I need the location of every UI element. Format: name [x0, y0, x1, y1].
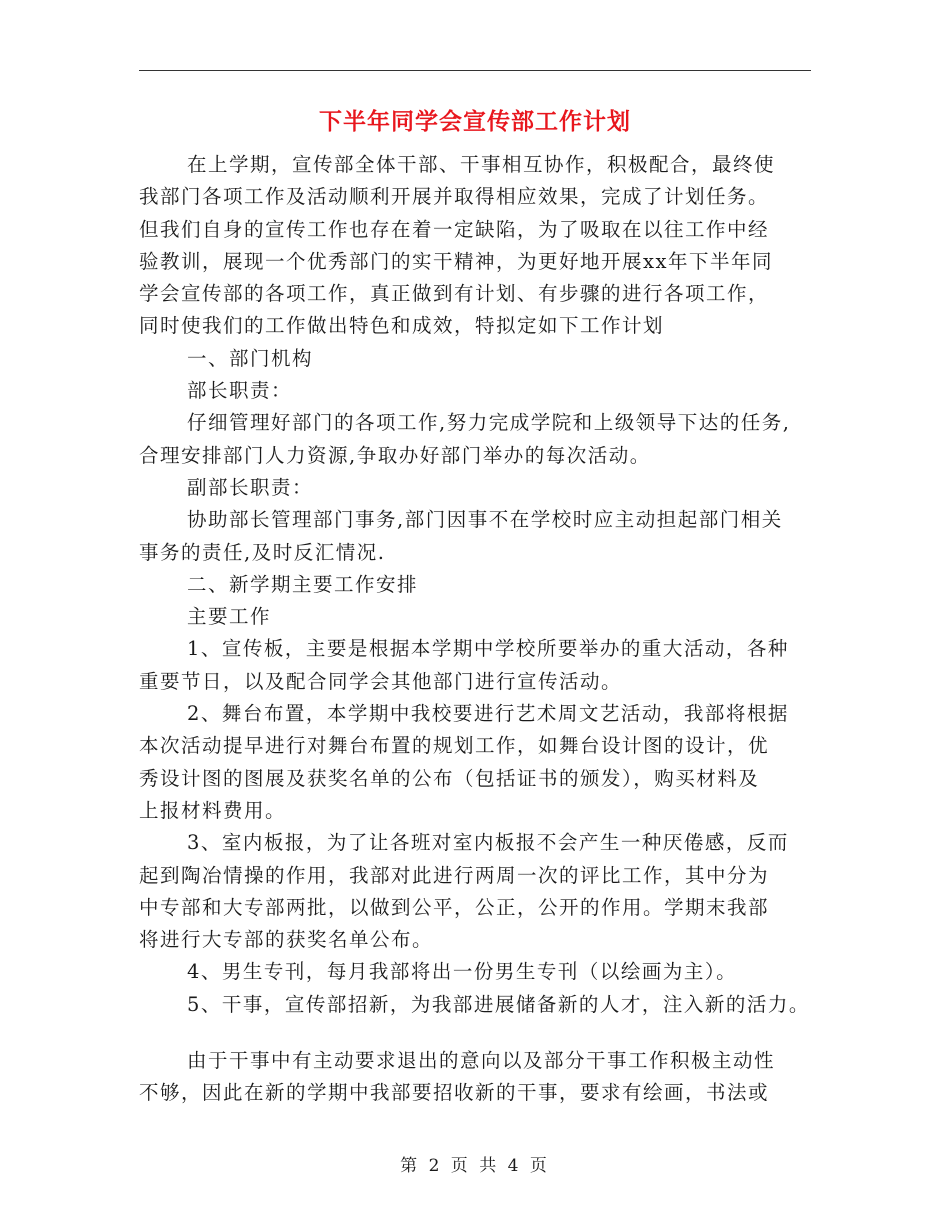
text-line: 在上学期，宣传部全体干部、干事相互协作，积极配合，最终使 [187, 153, 776, 176]
text-line: 验教训，展现一个优秀部门的实干精神，为更好地开展xx年下半年同 [139, 249, 773, 273]
text-line: 事务的责任,及时反汇情况. [139, 540, 386, 564]
text-line: 我部门各项工作及活动顺利开展并取得相应效果，完成了计划任务。 [139, 185, 770, 209]
footer-prefix: 第 [400, 1156, 421, 1176]
text-line: 秀设计图的图展及获奖名单的公布（包括证书的颁发），购买材料及 [139, 766, 760, 790]
text-line: 不够，因此在新的学期中我部要招收新的干事，要求有绘画，书法或 [139, 1081, 770, 1105]
text-line: 二、新学期主要工作安排 [187, 572, 419, 596]
text-line: 一、部门机构 [187, 346, 314, 370]
text-line: 部长职责： [187, 379, 293, 403]
footer-suffix: 页 [529, 1156, 550, 1176]
text-line: 合理安排部门人力资源,争取办好部门举办的每次活动。 [139, 443, 651, 467]
text-line: 2、舞台布置，本学期中我校要进行艺术周文艺活动，我部将根据 [187, 702, 789, 726]
body-section-continued [139, 1045, 829, 1110]
text-line: 5、干事，宣传部招新，为我部进展储备新的人才，注入新的活力。 [187, 992, 810, 1016]
text-line: 上报材料费用。 [139, 798, 287, 822]
text-line: 将进行大专部的获奖名单公布。 [139, 928, 434, 952]
text-line: 仔细管理好部门的各项工作,努力完成学院和上级领导下达的任务, [187, 411, 791, 435]
text-line: 主要工作 [187, 605, 272, 629]
header-rule [139, 70, 811, 71]
text-line: 3、室内板报，为了让各班对室内板报不会产生一种厌倦感，反而 [187, 831, 789, 855]
text-line: 中专部和大专部两批，以做到公平，公正，公开的作用。学期末我部 [139, 895, 770, 919]
text-line: 同时使我们的工作做出特色和成效，特拟定如下工作计划 [139, 314, 665, 338]
text-line: 副部长职责： [187, 475, 314, 499]
text-line: 协助部长管理部门事务,部门因事不在学校时应主动担起部门相关 [187, 508, 783, 532]
page-footer [0, 1154, 950, 1178]
footer-current-page: 2 [428, 1156, 443, 1176]
text-line: 但我们自身的宣传工作也存在着一定缺陷，为了吸取在以往工作中经 [139, 217, 770, 241]
body-section-main [139, 149, 829, 1021]
document-body [139, 149, 829, 1110]
paragraph-gap [139, 1021, 829, 1045]
text-line: 起到陶冶情操的作用，我部对此进行两周一次的评比工作，其中分为 [139, 863, 770, 887]
text-line: 4、男生专刊，每月我部将出一份男生专刊（以绘画为主）。 [187, 960, 738, 984]
text-line: 1、宣传板，主要是根据本学期中学校所要举办的重大活动，各种 [187, 637, 789, 661]
text-line: 本次活动提早进行对舞台布置的规划工作，如舞台设计图的设计，优 [139, 734, 770, 758]
footer-total-pages: 4 [507, 1156, 522, 1176]
text-line: 由于干事中有主动要求退出的意向以及部分干事工作积极主动性 [187, 1049, 776, 1073]
text-line: 学会宣传部的各项工作，真正做到有计划、有步骤的进行各项工作， [139, 282, 770, 306]
text-line: 重要节日，以及配合同学会其他部门进行宣传活动。 [139, 669, 623, 693]
document-title: 下半年同学会宣传部工作计划 [319, 109, 631, 135]
footer-middle: 页 共 [450, 1156, 500, 1176]
